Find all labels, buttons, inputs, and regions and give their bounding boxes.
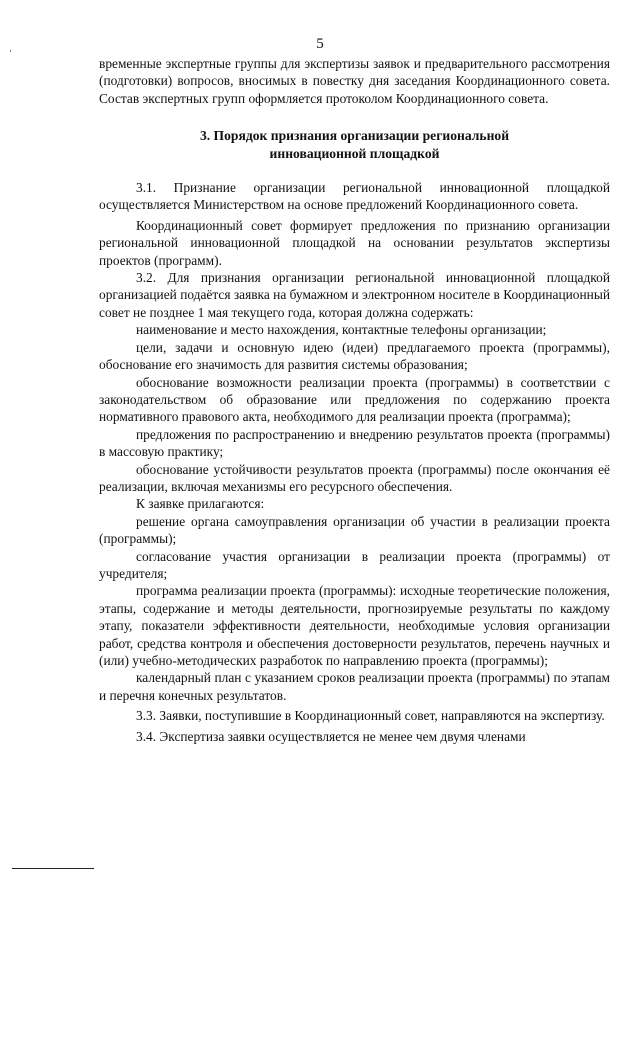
- list-item-feasibility: обоснование возможности реализации проекта (программы) в соответствии с законодательством об образование или предложения по содержанию проекта нормативного правового акта, необходимого для реализации проекта (программа);: [99, 374, 610, 425]
- footnote-rule: [12, 868, 94, 869]
- attachment-decision: решение органа самоуправления организации об участии в реализации проекта (программы);: [99, 513, 610, 547]
- attachment-calendar-plan: календарный план с указанием сроков реализации проекта (программы) по этапам и перечня конечных результатов.: [99, 670, 610, 703]
- paragraph-3-4: 3.4. Экспертиза заявки осуществляется не менее чем двумя членами: [136, 728, 526, 744]
- list-item-dissemination: предложения по распространению и внедрению результатов проекта (программы) в массовую практику;: [99, 426, 610, 460]
- paragraph-3-1: 3.1. Признание организации региональной инновационной площадкой осуществляется Министерством на основе предложений Координационного совета.: [99, 180, 610, 213]
- page-number: 5: [316, 36, 324, 52]
- document-body: [99, 55, 610, 745]
- paragraph-continuation: временные экспертные группы для экспертизы заявок и предварительного рассмотрения (подготовки) вопросов, вносимых в повестку дня заседания Координационного совета. Состав экспертных групп оформляется протоколом Координационного совета.: [99, 56, 610, 106]
- paragraph-3-2: 3.2. Для признания организации региональной инновационной площадкой организацией подаётся заявка на бумажном и электронном носителе в Координационный совет не позднее 1 мая текущего года, которая должна содержать:: [99, 270, 610, 320]
- section-heading: [99, 127, 610, 162]
- list-item-goals: цели, задачи и основную идею (идеи) предлагаемого проекта (программы), обоснование его значимость для развития системы образования;: [99, 339, 610, 373]
- paragraph-3-3: 3.3. Заявки, поступившие в Координационный совет, направляются на экспертизу.: [136, 708, 605, 724]
- attachments-heading: К заявке прилагаются:: [136, 496, 265, 512]
- section-heading-line-1: 3. Порядок признания организации региональной: [199, 128, 510, 144]
- attachment-approval: согласование участия организации в реализации проекта (программы) от учредителя;: [99, 548, 610, 581]
- section-heading-line-2: инновационной площадкой: [269, 145, 440, 161]
- list-item-name-location: наименование и место нахождения, контактные телефоны организации;: [136, 322, 547, 338]
- paragraph-council-proposals: Координационный совет формирует предложения по признанию организации региональной инновационной площадкой на основании результатов экспертизы проектов (программ).: [99, 217, 610, 268]
- list-item-sustainability: обоснование устойчивости результатов проекта (программы) после окончания её реализации, включая механизмы его ресурсного обеспечения.: [99, 461, 610, 494]
- attachment-program: программа реализации проекта (программы): исходные теоретические положения, этапы, содержание и методы деятельности, прогнозируемые результаты по каждому этапу, показатели эффективности деятельности, необходимые условия организации работ, средства контроля и обеспечения достоверности результатов, перечень научных и (или) учебно-методических разработок по направлению проекта (программы);: [99, 583, 610, 668]
